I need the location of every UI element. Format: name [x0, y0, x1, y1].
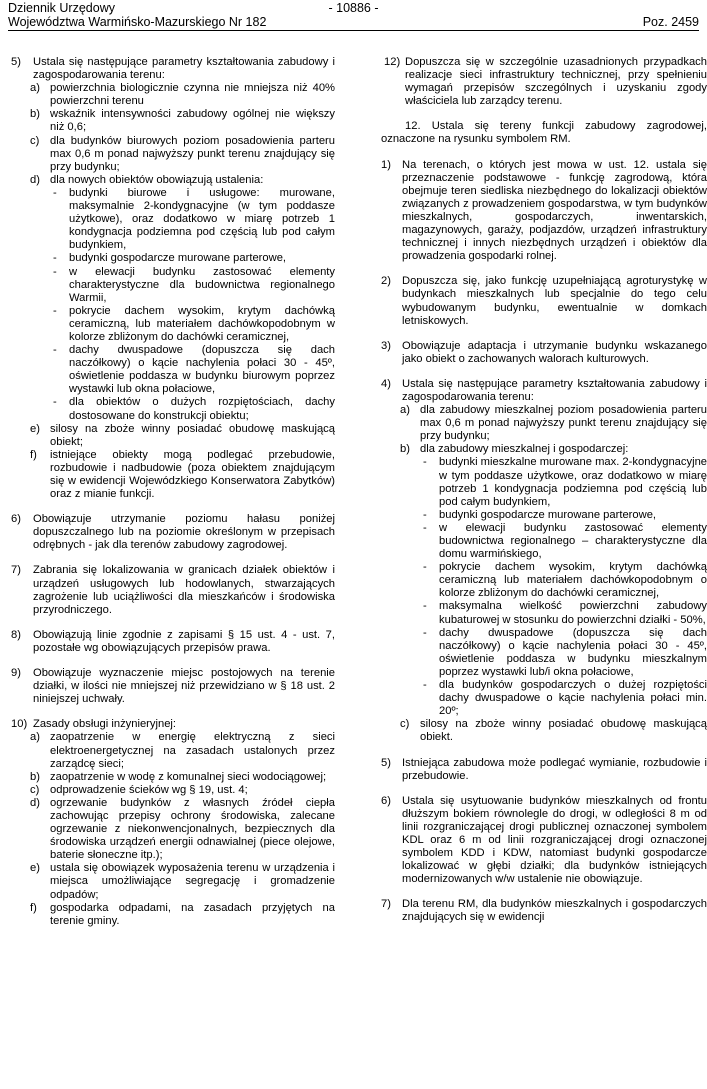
item-letter: a)	[30, 731, 40, 744]
paragraph-number: 4)	[381, 377, 391, 390]
item-letter: f)	[30, 901, 37, 914]
list-item	[381, 404, 707, 443]
dash-item: - dachy dwuspadowe (dopuszcza się dach naczółkowy) o kącie nachylenia połaci 30 - 45º, oświetlenie poddasza w budynku biurowym poprzez wystawki lub okna połaciowe,	[53, 344, 335, 396]
item-letter: b)	[400, 443, 410, 456]
paragraph-2	[381, 275, 707, 327]
dash-text: maksymalna wielkość powierzchni zabudowy kubaturowej w stosunku do powierzchni działki - 50%,	[439, 600, 707, 626]
paragraph-text: Obowiązują linie zgodnie z zapisami § 15 ust. 4 - ust. 7, pozostałe wg obowiązujących przepisów prawa.	[33, 628, 335, 654]
item-letter: e)	[30, 862, 40, 875]
paragraph-3	[381, 340, 707, 366]
page-header	[8, 0, 699, 30]
paragraph-number: 6)	[11, 513, 21, 526]
item-text: zaopatrzenie w wodę z komunalnej sieci wodociągowej;	[50, 770, 327, 783]
item-letter: b)	[30, 108, 40, 121]
list-item	[11, 82, 335, 108]
dash-text: budynki biurowe i usługowe: murowane, maksymalnie 2-kondygnacyjne (w tym poddasze użytkowe), oraz dodatkowo w miarę potrzeb 1 kondygnacja podziemna pod częścią lub pod całym budynkiem,	[69, 186, 335, 252]
paragraph-text: Obowiązuje adaptacja i utrzymanie budynku wskazanego jako obiekt o zachowanych walorach kulturowych.	[402, 339, 707, 365]
list-item	[11, 174, 335, 187]
item-text: istniejące obiekty mogą podlegać przebudowie, rozbudowie i nadbudowie (poza obiektem znajdującym się w ewidencji Wojewódzkiego Konserwatora Zabytków) oraz z mianie funkcji.	[50, 448, 335, 501]
paragraph-text: Dopuszcza się w szczególnie uzasadnionych przypadkach realizacje sieci infrastruktury technicznej, przy spełnieniu wymagań przepisów szczególnych i uzyskaniu zgody właściciela lub zarządcy terenu.	[405, 56, 707, 108]
dash-text: budynki mieszkalne murowane max. 2-kondygnacyjne w tym poddasze użytkowe, oraz dodatkowo w miarę potrzeb 1 kondygnacja podziemna pod częścią lub pod całym budynkiem,	[439, 456, 707, 508]
paragraph-number: 7)	[381, 898, 391, 911]
dash-item: - budynki gospodarcze murowane parterowe,	[53, 252, 287, 265]
dash-text: dachy dwuspadowe (dopuszcza się dach naczółkowy) o kącie nachylenia połaci 30 - 45º, oświetlenie poddasza w budynku mieszkalnym poprzez wystawki lub/i okna połaciowe,	[439, 626, 707, 678]
list-item	[11, 108, 335, 134]
item-text: dla zabudowy mieszkalnej i gospodarczej:	[420, 443, 629, 456]
dash-item: - dla budynków gospodarczych o dużej rozpiętości dachy dwuspadowe o kącie nachylenia połaci min. 20º;	[423, 679, 707, 718]
item-letter: e)	[30, 422, 40, 435]
paragraph-1	[381, 159, 707, 264]
dash-text: dachy dwuspadowe (dopuszcza się dach naczółkowy) o kącie nachylenia połaci 30 - 45º, oświetlenie poddasza w budynku biurowym poprzez wystawki lub okna połaciowe,	[69, 344, 335, 396]
paragraph-number: 5)	[11, 56, 21, 68]
dash-item: - w elewacji budynku zastosować elementy charakterystyczne dla budownictwa regionalnego Warmii,	[53, 265, 335, 304]
item-text: silosy na zboże winny posiadać obudowę maskującą obiekt;	[50, 422, 335, 448]
item-text: dla zabudowy mieszkalnej poziom posadowienia parteru max 0,6 m ponad najwyższy punkt terenu znajdujący się przy budynku;	[420, 404, 707, 443]
paragraph-text: Obowiązuje wyznaczenie miejsc postojowych na terenie działki, w ilości nie mniejszej niż przewidziano w § 18 ust. 2 niniejszej uchwały.	[33, 667, 335, 706]
journal-title: Dziennik Urzędowy	[8, 1, 115, 15]
item-letter: c)	[30, 134, 40, 147]
item-text: dla budynków biurowych poziom posadowienia parteru max 0,6 m ponad najwyższy punkt terenu znajdujący się przy budynku;	[50, 134, 335, 173]
dash-item: - budynki biurowe i usługowe: murowane, maksymalnie 2-kondygnacyjne (w tym poddasze użytkowe), oraz dodatkowo w miarę potrzeb 1 kondygnacja podziemna pod częścią lub pod całym budynkiem,	[53, 186, 335, 252]
paragraph-text: Ustala się następujące parametry kształtowania zabudowy i zagospodarowania terenu:	[33, 56, 335, 82]
dash-text: w elewacji budynku zastosować elementy budownictwa regionalnego – charakterystyczne dla domu warmińskiego,	[439, 521, 707, 561]
paragraph-5	[11, 56, 335, 501]
item-text: wskaźnik intensywności zabudowy ogólnej nie większy niż 0,6;	[50, 108, 335, 134]
dash-item: - pokrycie dachem wysokim, krytym dachówką ceramiczną, lub materiałem dachówkopodobnym w kolorze zbliżonym do dachówki ceramicznej,	[53, 304, 335, 343]
paragraph-4	[381, 378, 707, 745]
left-column	[11, 56, 335, 928]
paragraph-text: Obowiązuje utrzymanie poziomu hałasu poniżej dopuszczalnego lub na poziomie określonym w przepisach odrębnych - jak dla terenów zabudowy zagrodowej.	[33, 513, 335, 552]
item-text: odprowadzenie ścieków wg § 19, ust. 4;	[50, 783, 248, 796]
dash-item: - budynki gospodarcze murowane parterowe,	[423, 508, 657, 521]
dash-text: dla obiektów o dużych rozpiętościach, dachy dostosowane do konstrukcji obiektu;	[69, 396, 335, 422]
paragraph-number: 12)	[384, 56, 401, 68]
paragraph-text: Ustala się następujące parametry kształtowania zabudowy i zagospodarowania terenu:	[402, 377, 707, 403]
dash-item: - budynki mieszkalne murowane max. 2-kondygnacyjne w tym poddasze użytkowe, oraz dodatkowo w miarę potrzeb 1 kondygnacja podziemna pod częścią lub pod całym budynkiem,	[423, 456, 707, 508]
list-item	[11, 135, 335, 174]
list-item	[11, 449, 335, 501]
item-letter: c)	[30, 783, 40, 796]
paragraph-number: 10)	[11, 718, 28, 731]
item-text: dla nowych obiektów obowiązują ustalenia:	[50, 173, 264, 186]
paragraph-7	[381, 898, 707, 924]
paragraph-number: 8)	[11, 628, 21, 641]
header-rule	[8, 30, 699, 31]
section-heading: 12. Ustala się tereny funkcji zabudowy zagrodowej, oznaczone na rysunku symbolem RM.	[381, 120, 707, 146]
dash-text: pokrycie dachem wysokim, krytym dachówką ceramiczną, lub materiałem dachówkopodobnym w kolorze zbliżonym do dachówki ceramicznej,	[69, 304, 335, 343]
paragraph-10	[11, 718, 335, 928]
list-item	[11, 784, 335, 797]
list-item	[11, 771, 335, 784]
item-letter: a)	[400, 404, 410, 417]
paragraph-5	[381, 757, 707, 783]
item-letter: b)	[30, 770, 40, 783]
item-text: zaopatrzenie w energię elektryczną z sieci elektroenergetycznej na zasadach ustalonych przez zarządcę sieci;	[50, 731, 335, 770]
item-letter: f)	[30, 448, 37, 461]
dash-text: budynki gospodarcze murowane parterowe,	[69, 252, 287, 265]
position-number: Poz. 2459	[642, 15, 699, 29]
item-letter: d)	[30, 173, 40, 186]
paragraph-7	[11, 564, 335, 616]
paragraph-text: Na terenach, o których jest mowa w ust. 12. ustala się przeznaczenie podstawowe - funkcję zagrodową, która obejmuje teren siedliska niezbędnego do lokalizacji obiektów związanych z prowadzeniem gospodarstwa, w tym budynków mieszkalnych, gospodarczych, inwentarskich, magazynowych, garaży, podjazdów, urządzeń infrastruktury technicznej i innych niezbędnych urządzeń i obiektów dla prowadzenia gospodarki rolnej.	[402, 158, 707, 263]
dash-item: - maksymalna wielkość powierzchni zabudowy kubaturowej w stosunku do powierzchni działki - 50%,	[423, 600, 707, 626]
paragraph-text: Zabrania się lokalizowania w granicach działek obiektów i urządzeń usługowych lub hodowlanych, stwarzających zagrożenie lub uciążliwości dla mieszkańców i środowiska przyrodniczego.	[33, 564, 335, 616]
paragraph-9	[11, 667, 335, 706]
list-item	[11, 902, 335, 928]
item-text: gospodarka odpadami, na zasadach przyjętych na terenie gminy.	[50, 901, 335, 927]
journal-voivodeship: Województwa Warmińsko-Mazurskiego Nr 182	[8, 15, 267, 29]
paragraph-text: Istniejąca zabudowa może podlegać wymianie, rozbudowie i przebudowie.	[402, 756, 707, 782]
item-text: silosy na zboże winny posiadać obudowę maskującą obiekt.	[420, 718, 707, 744]
right-column	[381, 56, 707, 925]
item-list	[11, 731, 335, 927]
item-letter: c)	[400, 718, 410, 731]
paragraph-number: 6)	[381, 794, 391, 807]
paragraph-6	[11, 513, 335, 552]
item-text: powierzchnia biologicznie czynna nie mniejsza niż 40% powierzchni terenu	[50, 82, 335, 108]
dash-item: - pokrycie dachem wysokim, krytym dachówką ceramiczną lub materiałem dachówkopodobnym o kolorze zbliżonym do dachówki ceramicznej,	[423, 561, 707, 600]
list-item	[11, 423, 335, 449]
dash-text: budynki gospodarcze murowane parterowe,	[439, 508, 657, 521]
dash-text: w elewacji budynku zastosować elementy charakterystyczne dla budownictwa regionalnego Warmii,	[69, 265, 335, 304]
item-letter: a)	[30, 82, 40, 95]
paragraph-number: 2)	[381, 275, 391, 288]
dash-text: dla budynków gospodarczych o dużej rozpiętości dachy dwuspadowe o kącie nachylenia połaci min. 20º;	[439, 679, 707, 718]
paragraph-text: Ustala się usytuowanie budynków mieszkalnych od frontu dłuższym bokiem równolegle do drogi, w odległości 8 m od linii rozgraniczającej drogi publicznej oznaczonej symbolem KDL oraz 6 m od linii rozgraniczającej drogi oznaczonej symbolem KDD i KDW, natomiast budynki gospodarcze lokalizować w głębi działki; dla budynków istniejących modernizowanych w/w ustalenie nie obowiązuje.	[402, 794, 707, 886]
paragraph-number: 3)	[381, 339, 391, 352]
item-text: ogrzewanie budynków z własnych źródeł ciepła zachowując przepisy ochrony środowiska, zalecane ogrzewanie z niekonwencjonalnych, bezpiecznych dla środowiska urządzeń energii odnawialnej (piece olejowe, baterie słoneczne itp.);	[50, 796, 335, 862]
paragraph-number: 5)	[381, 756, 391, 769]
list-item	[11, 797, 335, 862]
paragraph-number: 9)	[11, 667, 21, 680]
paragraph-text: Dla terenu RM, dla budynków mieszkalnych i gospodarczych znajdujących się w ewidencji	[402, 898, 707, 924]
dash-text: pokrycie dachem wysokim, krytym dachówką ceramiczną lub materiałem dachówkopodobnym o kolorze zbliżonym do dachówki ceramicznej,	[439, 561, 707, 600]
list-item	[381, 718, 707, 744]
paragraph-text: Dopuszcza się, jako funkcję uzupełniającą agroturystykę w budynkach mieszkalnych lub specjalnie do tego celu wybudowanym budynku, ewentualnie w domkach letniskowych.	[402, 275, 707, 327]
item-letter: d)	[30, 796, 40, 809]
paragraph-12	[381, 56, 707, 108]
item-list	[11, 82, 335, 501]
paragraph-number: 1)	[381, 158, 391, 171]
dash-item: - w elewacji budynku zastosować elementy budownictwa regionalnego – charakterystyczne dla domu warmińskiego,	[423, 521, 707, 561]
list-item	[11, 862, 335, 901]
paragraph-6	[381, 795, 707, 887]
dash-item: - dachy dwuspadowe (dopuszcza się dach naczółkowy) o kącie nachylenia połaci 30 - 45º, oświetlenie poddasza w budynku mieszkalnym poprzez wystawki lub/i okna połaciowe,	[423, 626, 707, 678]
dash-item: - dla obiektów o dużych rozpiętościach, dachy dostosowane do konstrukcji obiektu;	[53, 396, 335, 422]
list-item	[11, 731, 335, 770]
page-number: - 10886 -	[328, 1, 379, 15]
paragraph-8	[11, 629, 335, 655]
paragraph-number: 7)	[11, 564, 21, 577]
list-item	[381, 443, 707, 456]
item-text: ustala się obowiązek wyposażenia terenu w urządzenia i miejsca umożliwiające segregację i gromadzenie odpadów;	[50, 862, 335, 901]
paragraph-text: Zasady obsługi inżynieryjnej:	[33, 718, 177, 731]
item-list	[381, 404, 707, 744]
